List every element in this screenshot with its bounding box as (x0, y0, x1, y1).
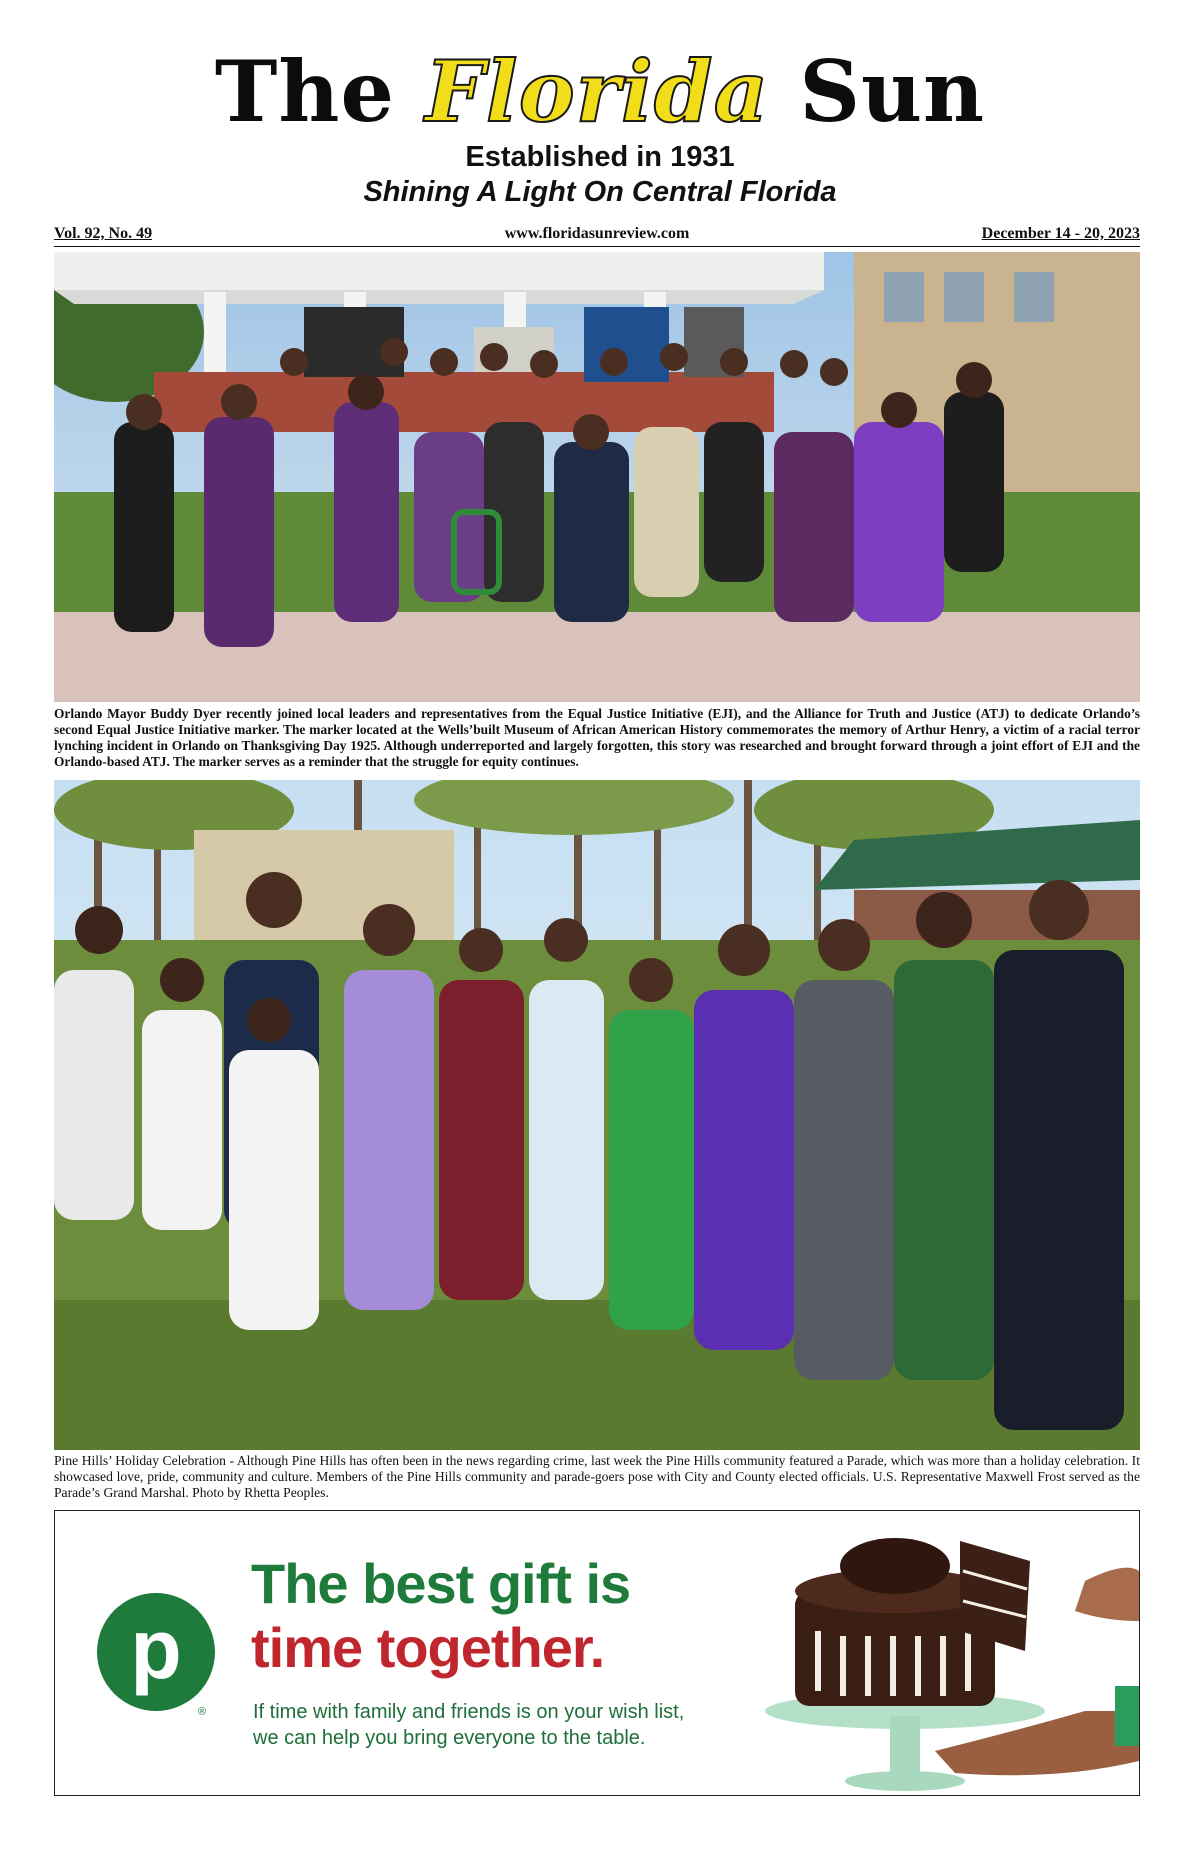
photo-marker-dedication (54, 252, 1140, 702)
title-word-the: The (214, 42, 395, 141)
website-link[interactable]: www.floridasunreview.com (504, 225, 690, 242)
photo-pine-hills-celebration (54, 780, 1140, 1450)
volume-number: Vol. 92, No. 49 (54, 225, 153, 242)
masthead (0, 44, 1200, 140)
issue-date: December 14 - 20, 2023 (981, 225, 1140, 242)
tagline: Shining A Light On Central Florida (363, 176, 837, 208)
ad-body-line2: we can help you bring everyone to the table. (253, 1727, 646, 1749)
registered-mark: ® (198, 1706, 207, 1718)
title-word-sun: Sun (799, 42, 986, 141)
ad-body-line1: If time with family and friends is on your wish list, (253, 1701, 685, 1723)
publix-advertisement[interactable] (54, 1510, 1140, 1796)
ad-headline-line1: The best gift is (251, 1552, 631, 1615)
publix-p-logo-icon (97, 1593, 215, 1711)
photo-caption-pine-hills: Pine Hills’ Holiday Celebration - Although Pine Hills has often been in the news regarding crime, last week the Pine Hills community featured a Parade, which was more than a holiday celebration. It showcased love, pride, community and culture. Members of the Pine Hills community and parade-goers pose with City and County elected officials. U.S. Representative Maxwell Frost served as the Parade’s Grand Marshal. Photo by Rhetta Peoples. (54, 1453, 1140, 1500)
ad-headline-line2: time together. (251, 1616, 605, 1679)
photo-caption-marker-dedication: Orlando Mayor Buddy Dyer recently joined local leaders and representatives from the Equal Justice Initiative (EJI), and the Alliance for Truth and Justice (ATJ) to dedicate Orlando’s second Equal Justice Initiative marker. The marker located at the Wells’built Museum of African American History commemorates the memory of Arthur Henry, a victim of a racial terror lynching incident in Orlando on Thanksgiving Day 1925. Although underreported and largely forgotten, this story was researched and brought forward through a joint effort of EJI and the Orlando-based ATJ. The marker serves as a reminder that the struggle for equity continues. (54, 706, 1140, 769)
issue-info-bar (54, 224, 1140, 247)
newspaper-title (0, 44, 1200, 140)
logo-letter: p (130, 1602, 182, 1696)
chocolate-cake-icon (755, 1511, 1139, 1795)
established-line: Established in 1931 (465, 141, 735, 173)
title-word-florida: Florida (425, 42, 770, 141)
